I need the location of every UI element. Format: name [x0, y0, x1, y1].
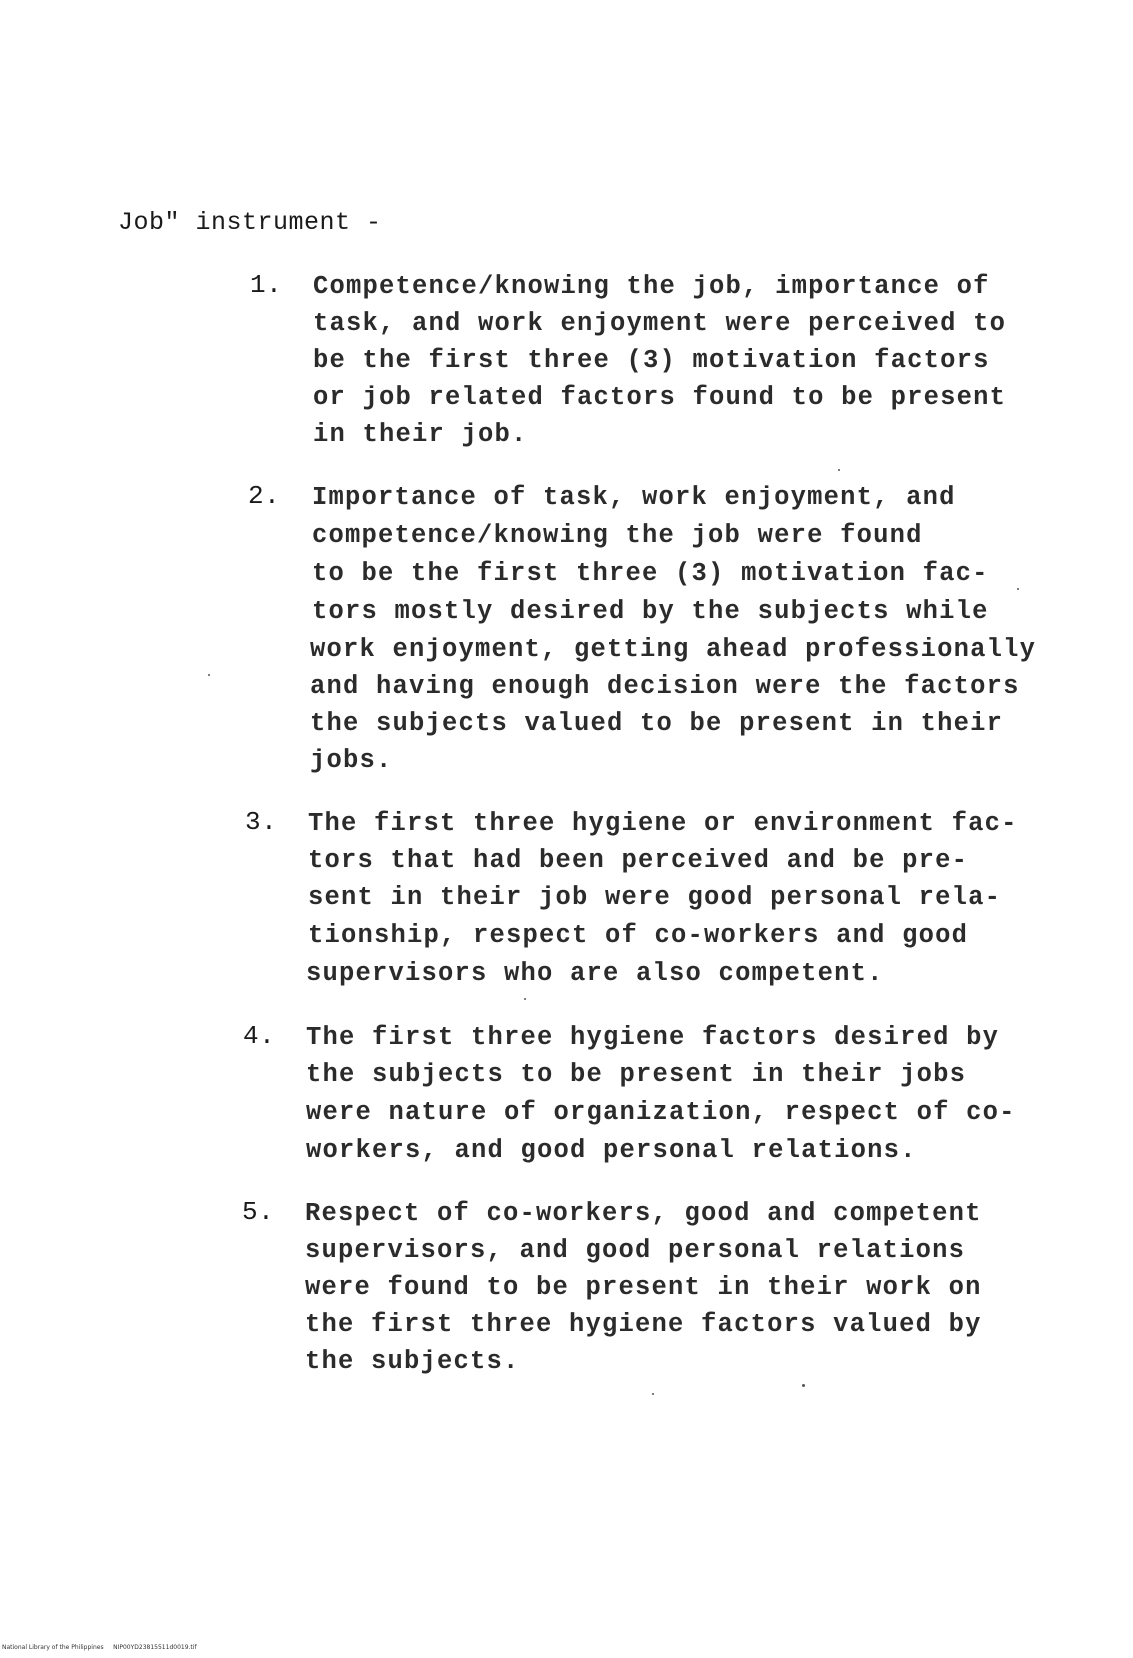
item-line: sent in their job were good personal rela-: [308, 883, 1002, 912]
item-line: or job related factors found to be present: [313, 383, 1007, 412]
item-number: 3.: [245, 807, 278, 837]
item-number: 1.: [250, 270, 283, 300]
item-line: Importance of task, work enjoyment, and: [312, 483, 956, 512]
scan-speck: [524, 998, 526, 1000]
item-number: 2.: [248, 481, 281, 511]
scan-speck: [802, 1384, 805, 1387]
item-line: and having enough decision were the factors: [310, 672, 1020, 701]
item-line: tors mostly desired by the subjects while: [312, 597, 989, 626]
item-line: Respect of co-workers, good and competent: [305, 1199, 982, 1228]
section-heading: Job" instrument -: [118, 208, 382, 237]
item-line: the first three hygiene factors valued by: [305, 1310, 982, 1339]
item-line: jobs.: [310, 746, 393, 775]
item-line: competence/knowing the job were found: [312, 521, 923, 550]
item-number: 4.: [243, 1021, 276, 1051]
item-line: The first three hygiene factors desired by: [306, 1023, 1000, 1052]
item-line: the subjects valued to be present in their: [310, 709, 1004, 738]
item-line: work enjoyment, getting ahead professionally: [310, 635, 1037, 664]
scan-speck: [1017, 588, 1019, 590]
scan-footer: National Library of the Philippines NIP00YD23815511d0019.tif: [2, 1644, 197, 1651]
item-line: supervisors who are also competent.: [306, 959, 884, 988]
item-number: 5.: [242, 1197, 275, 1227]
item-line: the subjects to be present in their jobs: [306, 1060, 967, 1089]
item-line: were nature of organization, respect of co-: [306, 1098, 1016, 1127]
item-line: in their job.: [313, 420, 528, 449]
item-line: to be the first three (3) motivation fac-: [312, 559, 989, 588]
item-line: the subjects.: [305, 1347, 520, 1376]
scan-speck: [838, 469, 840, 471]
item-line: supervisors, and good personal relations: [305, 1236, 966, 1265]
item-line: tors that had been perceived and be pre-: [308, 846, 969, 875]
scan-speck: [208, 674, 210, 676]
item-line: Competence/knowing the job, importance of: [313, 272, 990, 301]
scan-speck: [652, 1393, 654, 1395]
item-line: be the first three (3) motivation factors: [313, 346, 990, 375]
item-line: workers, and good personal relations.: [306, 1136, 917, 1165]
item-line: task, and work enjoyment were perceived to: [313, 309, 1007, 338]
item-line: were found to be present in their work on: [305, 1273, 982, 1302]
item-line: The first three hygiene or environment fac-: [308, 809, 1018, 838]
item-line: tionship, respect of co-workers and good: [308, 921, 969, 950]
